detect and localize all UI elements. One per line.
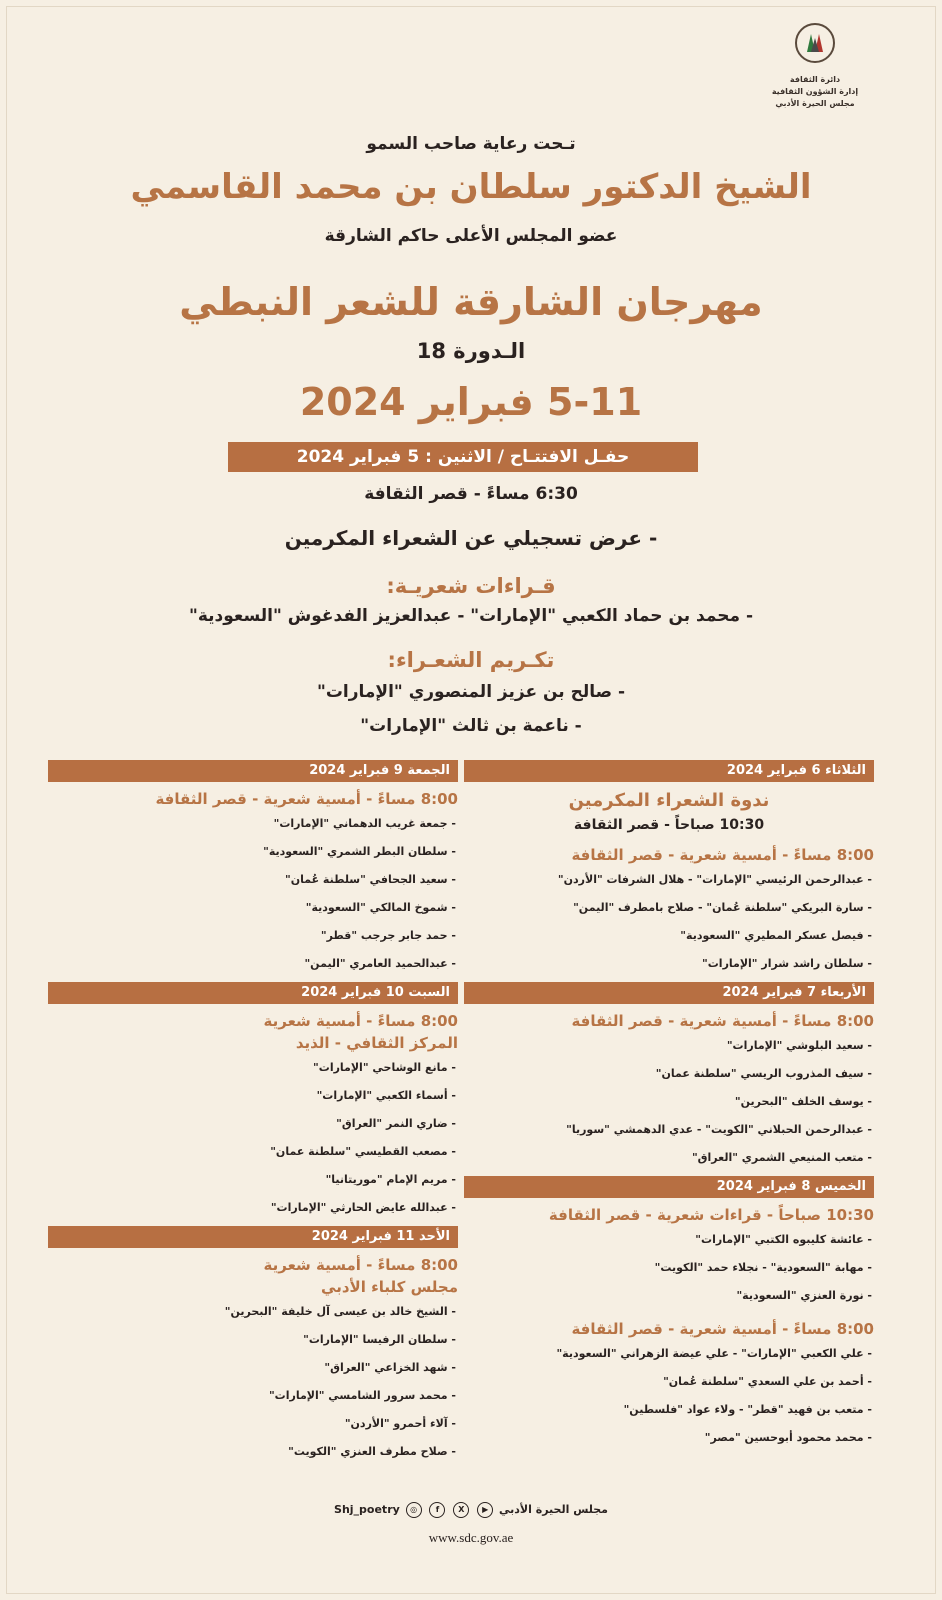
list-item: - سلطان راشد شرار "الإمارات" bbox=[702, 957, 872, 970]
friday-evening: 8:00 مساءً - أمسية شعرية - قصر الثقافة bbox=[155, 790, 458, 808]
list-item: - شموخ المالكي "السعودية" bbox=[305, 901, 456, 914]
list-item: - مهابة "السعودية" - نجلاء حمد "الكويت" bbox=[654, 1261, 872, 1274]
list-item: - عبدالرحمن الرئيسي "الإمارات" - هلال الشرفات "الأردن" bbox=[557, 873, 872, 886]
sheikh-role: عضو المجلس الأعلى حاكم الشارقة bbox=[324, 226, 618, 246]
list-item: - شهد الخزاعي "العراق" bbox=[324, 1361, 456, 1374]
list-item: - ضاري النمر "العراق" bbox=[336, 1117, 456, 1130]
logo-block bbox=[740, 22, 890, 110]
schedule-left-column bbox=[48, 760, 458, 1466]
list-item: - متعب بن فهيد "قطر" - ولاء عواد "فلسطين" bbox=[623, 1403, 872, 1416]
list-item: - نورة العنزي "السعودية" bbox=[736, 1289, 872, 1302]
emblem-icon bbox=[794, 22, 836, 64]
festival-dates: 5-11 فبراير 2024 bbox=[299, 380, 643, 424]
saturday-evening: 8:00 مساءً - أمسية شعرية bbox=[263, 1012, 458, 1030]
logo-line-2: إدارة الشؤون الثقافية bbox=[771, 87, 859, 96]
opening-time-place: 6:30 مساءً - قصر الثقافة bbox=[364, 484, 578, 504]
list-item: - عائشة كليبوه الكتبي "الإمارات" bbox=[695, 1233, 872, 1246]
list-item: - صلاح مطرف العنزي "الكويت" bbox=[288, 1445, 456, 1458]
list-item: - عبدالله عايض الحارثي "الإمارات" bbox=[270, 1201, 456, 1214]
list-item: - علي الكعبي "الإمارات" - علي عيضة الزهراني "السعودية" bbox=[556, 1347, 872, 1360]
honor-line-1: - صالح بن عزيز المنصوري "الإمارات" bbox=[316, 682, 626, 702]
day-bar-tuesday: الثلاثاء 6 فبراير 2024 bbox=[464, 760, 874, 782]
honor-title: تكـريم الشعـراء: bbox=[387, 648, 555, 672]
list-item: - سلطان البطر الشمري "السعودية" bbox=[263, 845, 456, 858]
list-item: - أسماء الكعبي "الإمارات" bbox=[316, 1089, 456, 1102]
wednesday-evening: 8:00 مساءً - أمسية شعرية - قصر الثقافة bbox=[571, 1012, 874, 1030]
website-url[interactable]: www.sdc.gov.ae bbox=[428, 1530, 514, 1545]
honor-line-2: - ناعمة بن ثالث "الإمارات" bbox=[360, 716, 582, 736]
list-item: - سارة البريكي "سلطنة عُمان" - صلاح بامطرف "اليمن" bbox=[573, 901, 872, 914]
list-item: - سعيد البلوشي "الإمارات" bbox=[726, 1039, 872, 1052]
sunday-evening: 8:00 مساءً - أمسية شعرية bbox=[263, 1256, 458, 1274]
list-item: - سيف المذروب الريسي "سلطنة عمان" bbox=[655, 1067, 872, 1080]
list-item: - آلاء أحمرو "الأردن" bbox=[344, 1417, 456, 1430]
thursday-morning: 10:30 صباحاً - قراءات شعرية - قصر الثقافة bbox=[548, 1206, 874, 1224]
list-item: - مريم الإمام "موريتانيا" bbox=[325, 1173, 456, 1186]
instagram-icon[interactable]: ◎ bbox=[406, 1502, 422, 1518]
list-item: - عبدالرحمن الحبلاني "الكويت" - عدي الدهمشي "سوريا" bbox=[566, 1123, 872, 1136]
tuesday-evening: 8:00 مساءً - أمسية شعرية - قصر الثقافة bbox=[571, 846, 874, 864]
day-bar-sunday: الأحد 11 فبراير 2024 bbox=[48, 1226, 458, 1248]
thursday-evening: 8:00 مساءً - أمسية شعرية - قصر الثقافة bbox=[571, 1320, 874, 1338]
symposium-title: ندوة الشعراء المكرمين bbox=[568, 790, 770, 811]
facebook-icon[interactable]: f bbox=[429, 1502, 445, 1518]
festival-title: مهرجان الشارقة للشعر النبطي bbox=[179, 280, 763, 324]
day-bar-friday: الجمعة 9 فبراير 2024 bbox=[48, 760, 458, 782]
readings-line: - محمد بن حماد الكعبي "الإمارات" - عبدالعزيز الفدغوش "السعودية" bbox=[188, 606, 754, 626]
list-item: - سعيد الجحافي "سلطنة عُمان" bbox=[284, 873, 456, 886]
logo-line-1: دائرة الثقافة bbox=[789, 75, 841, 84]
list-item: - جمعة غريب الدهماني "الإمارات" bbox=[273, 817, 456, 830]
list-item: - عبدالحميد العامري "اليمن" bbox=[304, 957, 456, 970]
list-item: - حمد جابر جرجب "قطر" bbox=[320, 929, 456, 942]
day-bar-thursday: الخميس 8 فبراير 2024 bbox=[464, 1176, 874, 1198]
logo-line-3: مجلس الحيرة الأدبي bbox=[775, 99, 855, 108]
patronage-line: تـحت رعاية صاحب السمو bbox=[366, 134, 576, 154]
day-bar-wednesday: الأربعاء 7 فبراير 2024 bbox=[464, 982, 874, 1004]
saturday-venue: المركز الثقافي - الذيد bbox=[295, 1034, 458, 1052]
list-item: - محمد سرور الشامسي "الإمارات" bbox=[268, 1389, 456, 1402]
youtube-icon[interactable]: ▶ bbox=[477, 1502, 493, 1518]
sunday-venue: مجلس كلباء الأدبي bbox=[321, 1278, 458, 1296]
edition-label: الـدورة 18 bbox=[416, 339, 526, 363]
day-bar-saturday: السبت 10 فبراير 2024 bbox=[48, 982, 458, 1004]
footer-council: مجلس الحيرة الأدبي bbox=[499, 1503, 608, 1516]
footer-social bbox=[0, 1502, 942, 1518]
readings-title: قـراءات شعريـة: bbox=[386, 574, 556, 598]
list-item: - محمد محمود أبوحسين "مصر" bbox=[704, 1431, 872, 1444]
schedule-right-column bbox=[464, 760, 874, 1452]
list-item: - فيصل عسكر المطيري "السعودية" bbox=[680, 929, 872, 942]
x-icon[interactable]: X bbox=[453, 1502, 469, 1518]
list-item: - سلطان الرفيسا "الإمارات" bbox=[303, 1333, 456, 1346]
symposium-time: 10:30 صباحاً - قصر الثقافة bbox=[573, 817, 765, 833]
social-handle[interactable]: Shj_poetry bbox=[334, 1503, 400, 1516]
list-item: - أحمد بن علي السعدي "سلطنة عُمان" bbox=[663, 1375, 872, 1388]
list-item: - متعب المنيعي الشمري "العراق" bbox=[691, 1151, 872, 1164]
opening-show: - عرض تسجيلي عن الشعراء المكرمين bbox=[284, 526, 658, 550]
list-item: - الشيخ خالد بن عيسى آل خليفة "البحرين" bbox=[224, 1305, 456, 1318]
list-item: - مصعب القطيسي "سلطنة عمان" bbox=[270, 1145, 456, 1158]
list-item: - يوسف الخلف "البحرين" bbox=[734, 1095, 872, 1108]
list-item: - مانع الوشاحي "الإمارات" bbox=[313, 1061, 456, 1074]
opening-bar: حفـل الافتتـاح / الاثنين : 5 فبراير 2024 bbox=[228, 442, 698, 472]
sheikh-name: الشيخ الدكتور سلطان بن محمد القاسمي bbox=[130, 167, 812, 207]
